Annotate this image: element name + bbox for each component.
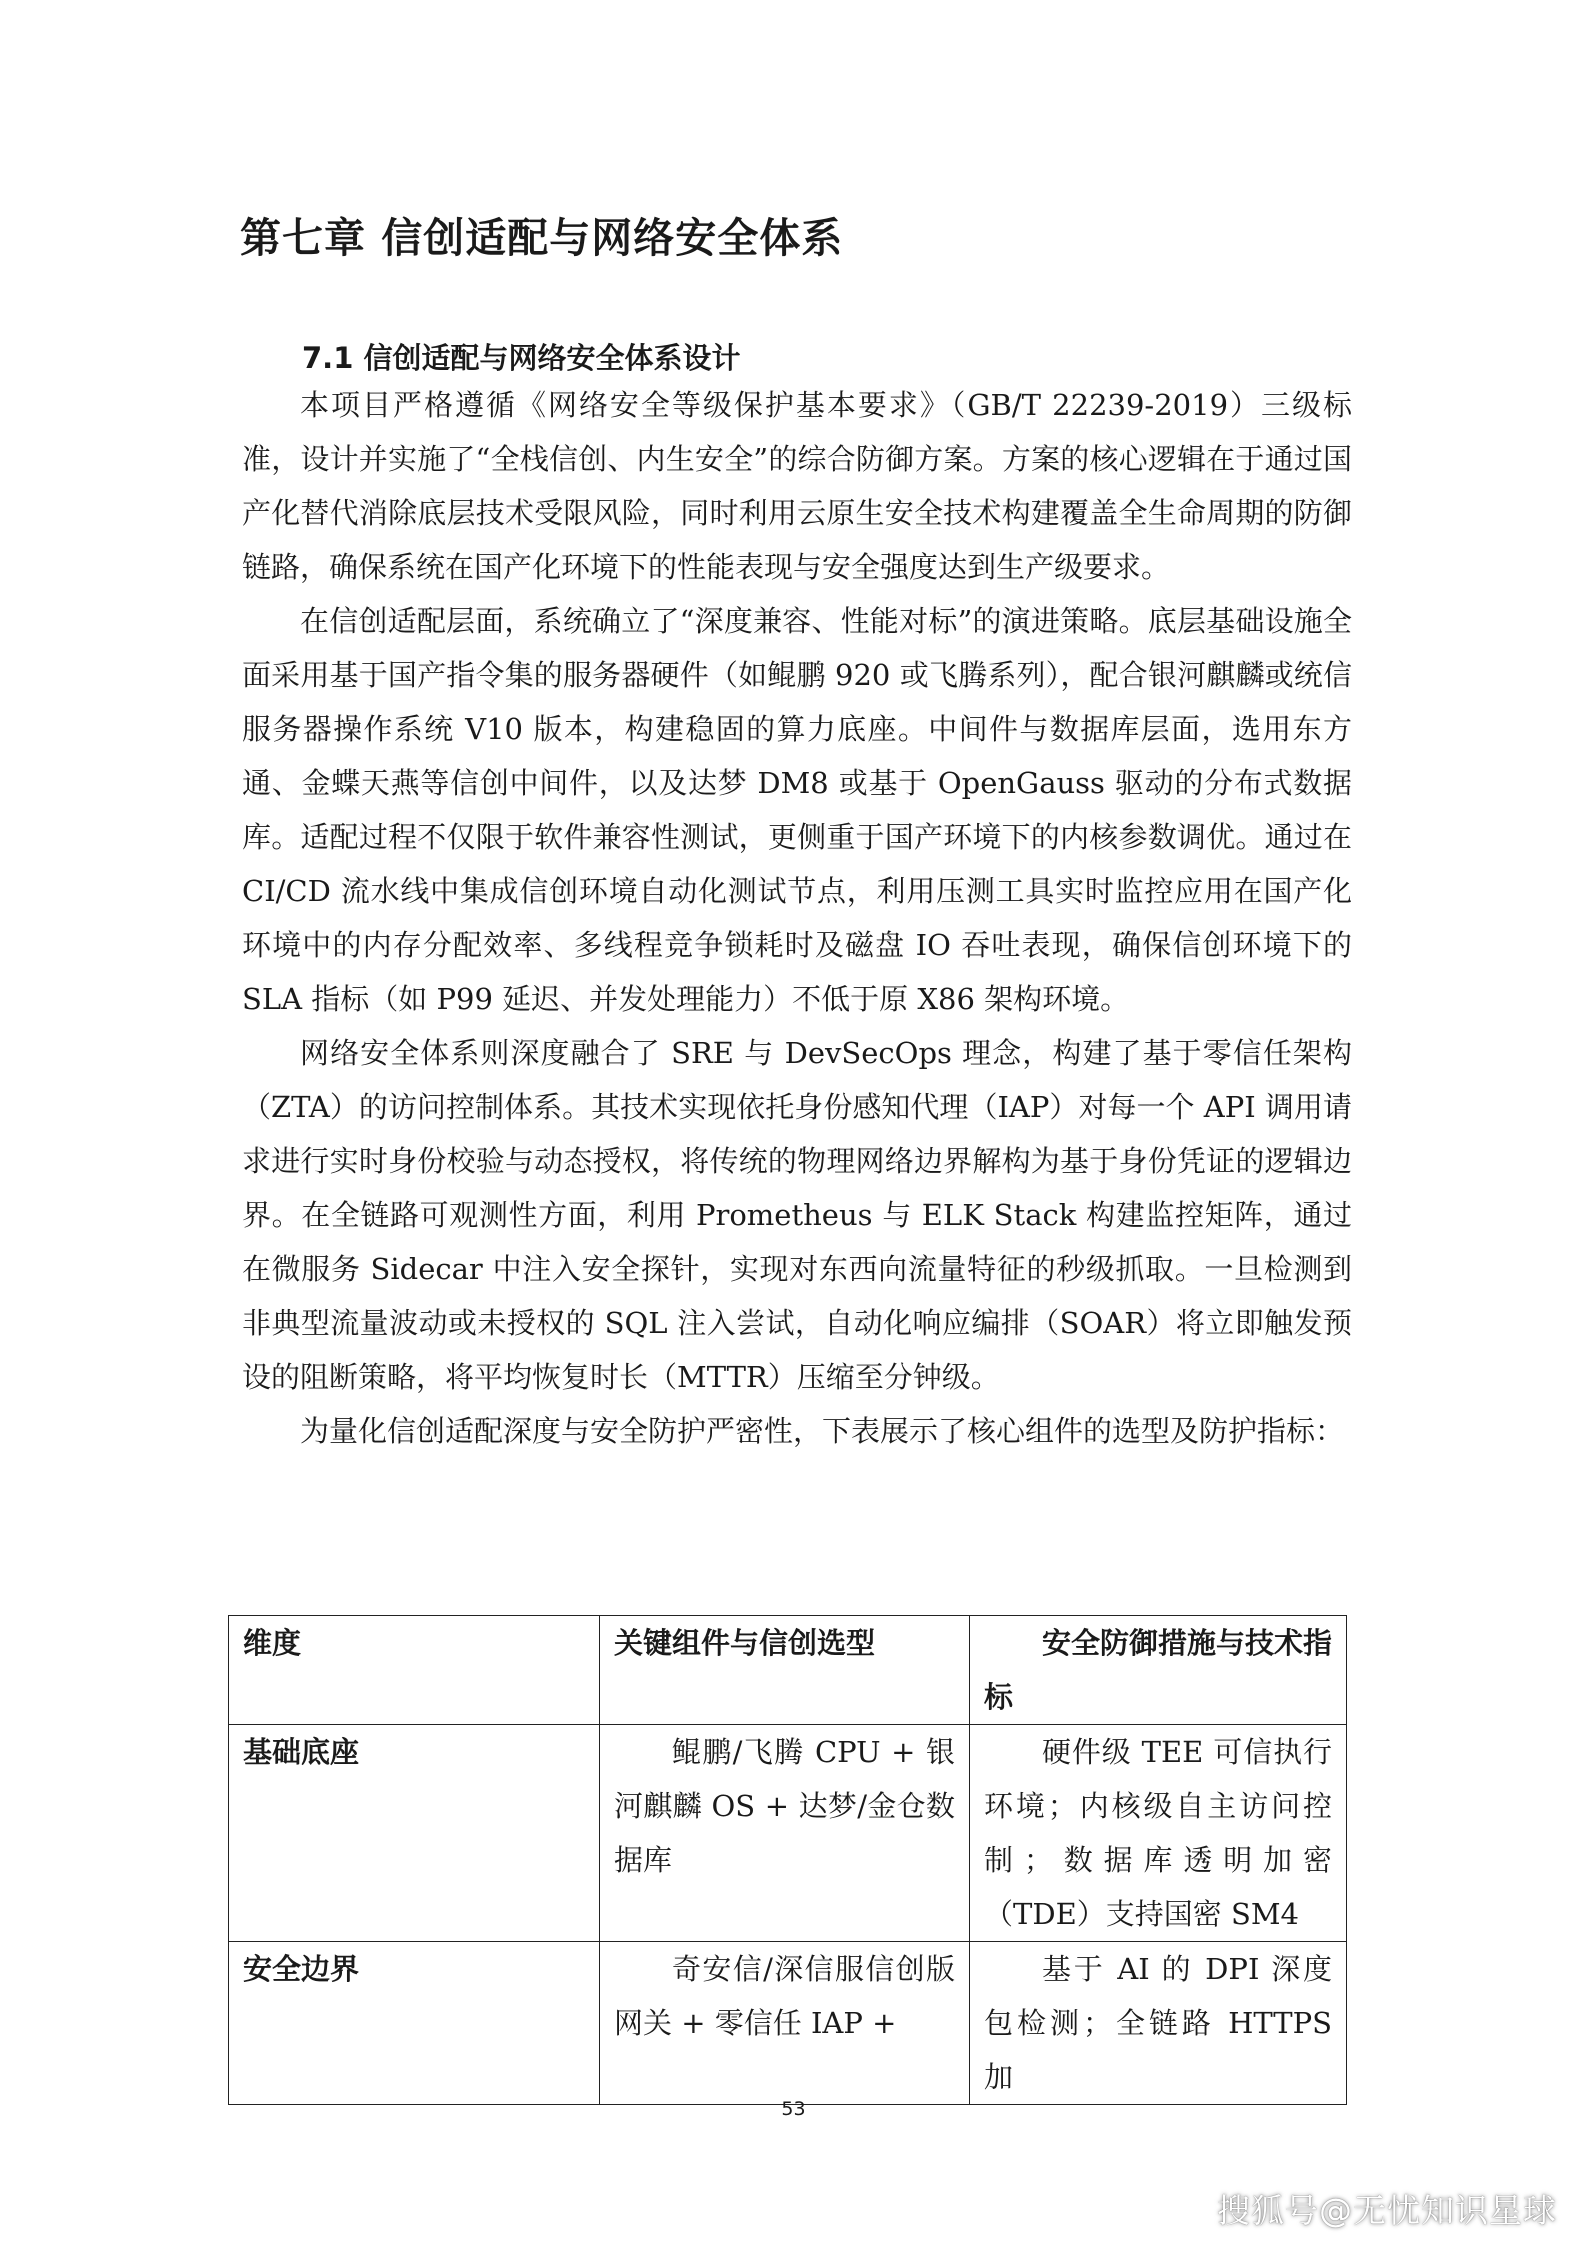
page-number: 53 [781, 2098, 806, 2120]
spec-table [228, 1615, 1347, 2105]
watermark: 搜狐号@无忧知识星球 [1217, 2191, 1557, 2230]
table-row [229, 1942, 1347, 2105]
section-title: 7.1 信创适配与网络安全体系设计 [302, 341, 741, 375]
table-cell-components: 鲲鹏/飞腾 CPU + 银河麒麟 OS + 达梦/金仓数据库 [600, 1725, 970, 1942]
header-components: 关键组件与信创选型 [600, 1616, 970, 1725]
header-dimension: 维度 [229, 1616, 600, 1725]
header-measures: 安全防御措施与技术指标 [970, 1616, 1347, 1725]
table-cell-dimension: 基础底座 [229, 1725, 600, 1942]
table-row [229, 1725, 1347, 1942]
chapter-title: 第七章 信创适配与网络安全体系 [240, 214, 844, 262]
table-cell-components: 奇安信/深信服信创版网关 + 零信任 IAP + [600, 1942, 970, 2105]
paragraph-xinchuang: 在信创适配层面，系统确立了“深度兼容、性能对标”的演进策略。底层基础设施全面采用基于国产指令集的服务器硬件（如鲲鹏 920 或飞腾系列），配合银河麒麟或统信服务器操作系统 V10 版本，构建稳固的算力底座。中间件与数据库层面，选用东方通、金蝶天燕等信创中间件，以及达梦 DM8 或基于 OpenGauss 驱动的分布式数据库。适配过程不仅限于软件兼容性测试，更侧重于国产环境下的内核参数调优。通过在 CI/CD 流水线中集成信创环境自动化测试节点，利用压测工具实时监控应用在国产化环境中的内存分配效率、多线程竞争锁耗时及磁盘 IO 吞吐表现，确保信创环境下的 SLA 指标（如 P99 延迟、并发处理能力）不低于原 X86 架构环境。 [242, 604, 1352, 1016]
table-cell-measures: 基于 AI 的 DPI 深度包检测；全链路 HTTPS 加 [970, 1942, 1347, 2105]
paragraph-standard: 本项目严格遵循《网络安全等级保护基本要求》（GB/T 22239-2019）三级标准，设计并实施了“全栈信创、内生安全”的综合防御方案。方案的核心逻辑在于通过国产化替代消除底层技术受限风险，同时利用云原生安全技术构建覆盖全生命周期的防御链路，确保系统在国产化环境下的性能表现与安全强度达到生产级要求。 [242, 388, 1352, 584]
paragraph-table-intro: 为量化信创适配深度与安全防护严密性，下表展示了核心组件的选型及防护指标： [300, 1414, 1345, 1448]
table-header-row [229, 1616, 1347, 1725]
table-cell-dimension: 安全边界 [229, 1942, 600, 2105]
paragraph-security: 网络安全体系则深度融合了 SRE 与 DevSecOps 理念，构建了基于零信任架构（ZTA）的访问控制体系。其技术实现依托身份感知代理（IAP）对每一个 API 调用请求进行实时身份校验与动态授权，将传统的物理网络边界解构为基于身份凭证的逻辑边界。在全链路可观测性方面，利用 Prometheus 与 ELK Stack 构建监控矩阵，通过在微服务 Sidecar 中注入安全探针，实现对东西向流量特征的秒级抓取。一旦检测到非典型流量波动或未授权的 SQL 注入尝试，自动化响应编排（SOAR）将立即触发预设的阻断策略，将平均恢复时长（MTTR）压缩至分钟级。 [242, 1036, 1352, 1394]
body-text [242, 378, 1352, 1458]
table-cell-measures: 硬件级 TEE 可信执行环境；内核级自主访问控制；数据库透明加密（TDE）支持国密 SM4 [970, 1725, 1347, 1942]
